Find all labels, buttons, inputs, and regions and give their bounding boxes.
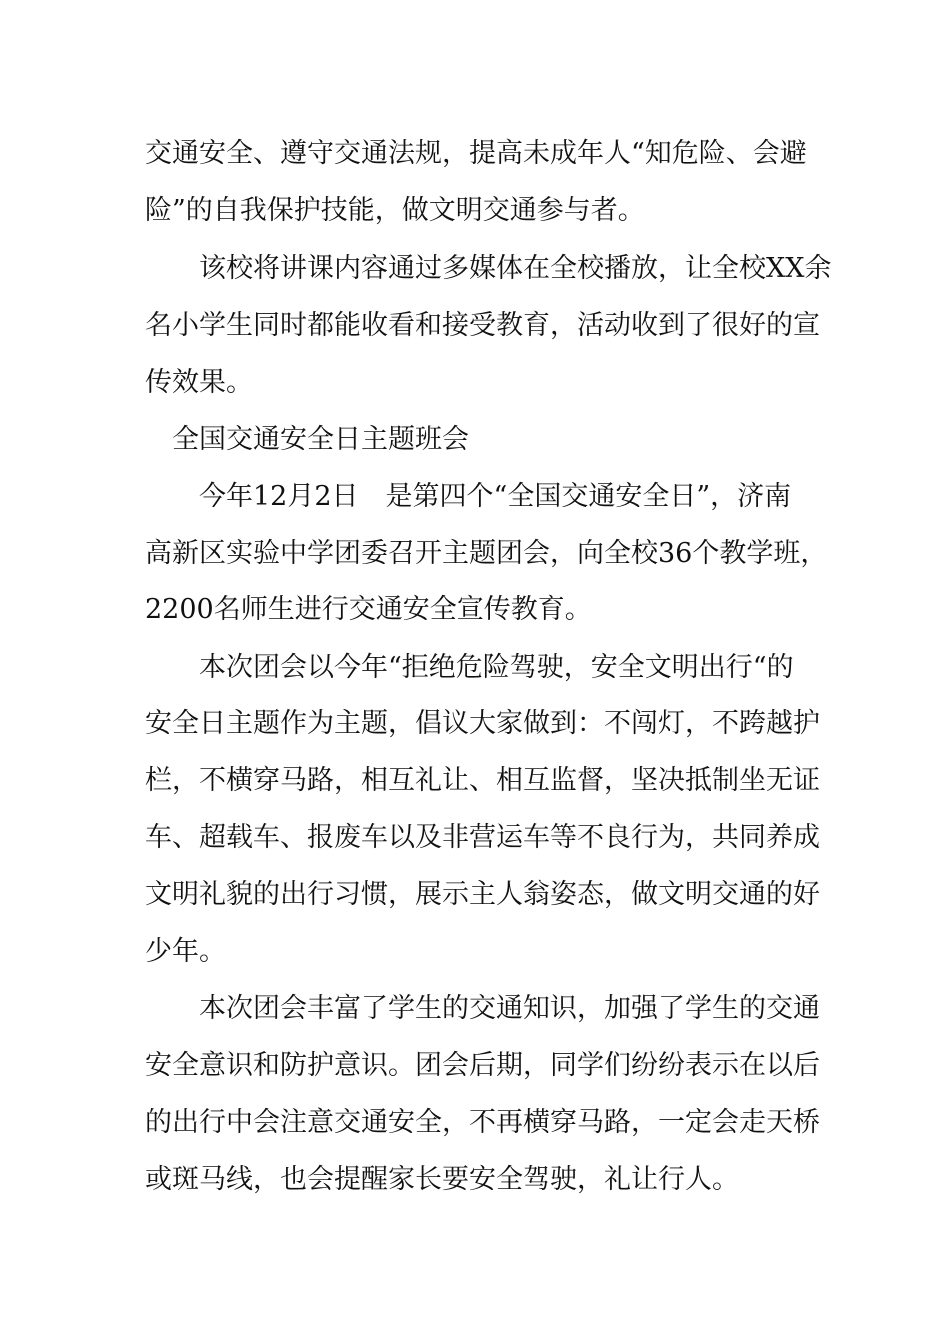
text-line: 栏，不横穿马路，相互礼让、相互监督，坚决抵制坐无证 — [145, 765, 820, 796]
text-line: 本次团会以今年“拒绝危险驾驶，安全文明出行“的 — [145, 652, 794, 683]
text-line: 安全日主题作为主题，倡议大家做到：不闯灯，不跨越护 — [145, 708, 820, 739]
text-line: 本次团会丰富了学生的交通知识，加强了学生的交通 — [145, 993, 820, 1024]
text-line: 该校将讲课内容通过多媒体在全校播放，让全校XX余 — [145, 253, 832, 284]
text-line: 险”的自我保护技能，做文明交通参与者。 — [145, 195, 645, 226]
text-line: 少年。 — [145, 936, 226, 967]
text-line: 传效果。 — [145, 367, 253, 398]
section-heading: 全国交通安全日主题班会 — [145, 424, 469, 455]
text-line: 高新区实验中学团委召开主题团会，向全校36个教学班， — [145, 538, 828, 569]
text-line: 文明礼貌的出行习惯，展示主人翁姿态，做文明交通的好 — [145, 879, 820, 910]
text-line: 安全意识和防护意识。团会后期，同学们纷纷表示在以后 — [145, 1050, 820, 1081]
text-line: 2200名师生进行交通安全宣传教育。 — [145, 594, 592, 625]
text-line: 名小学生同时都能收看和接受教育，活动收到了很好的宣 — [145, 310, 820, 341]
text-line: 的出行中会注意交通安全，不再横穿马路，一定会走天桥 — [145, 1107, 820, 1138]
text-line: 或斑马线，也会提醒家长要安全驾驶，礼让行人。 — [145, 1164, 739, 1195]
text-line: 今年12月2日 是第四个“全国交通安全日”，济南 — [145, 481, 792, 512]
text-line: 车、超载车、报废车以及非营运车等不良行为，共同养成 — [145, 822, 820, 853]
text-line: 交通安全、遵守交通法规，提高未成年人“知危险、会避 — [145, 138, 807, 169]
